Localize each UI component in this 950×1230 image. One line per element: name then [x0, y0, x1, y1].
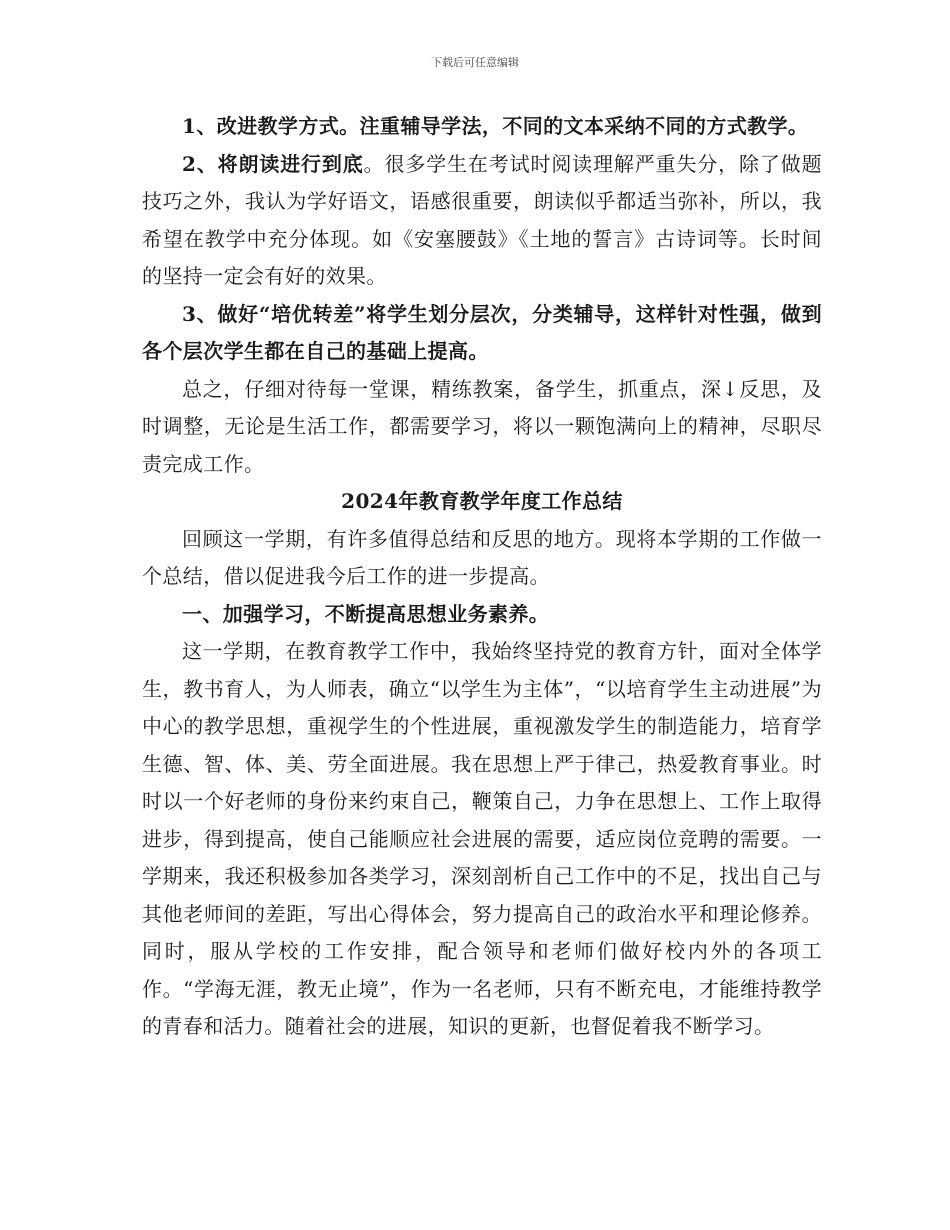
paragraph-reading-aloud [142, 146, 822, 296]
document-title: 2024年教育教学年度工作总结 [341, 489, 623, 513]
paragraph-intro: 回顾这一学期，有许多值得总结和反思的地方。现将本学期的工作做一个总结，借以促进我今后工作的进一步提高。 [142, 526, 822, 588]
paragraph-conclusion: 总之，仔细对待每一堂课，精练教案，备学生，抓重点，深↓反思，及时调整，无论是生活工作，都需要学习，将以一颗饱满向上的精神，尽职尽责完成工作。 [142, 376, 822, 476]
section-heading-study: 一、加强学习，不断提高思想业务素养。 [182, 601, 550, 626]
paragraph-tiered-tutoring: 3、做好“培优转差”将学生划分层次，分类辅导，这样针对性强，做到各个层次学生都在自己的基础上提高。 [142, 301, 822, 363]
paragraph-teaching-method: 1、改进教学方式。注重辅导学法，不同的文本采纳不同的方式教学。 [182, 114, 809, 138]
document-body [142, 108, 822, 1046]
paragraph-reading-aloud-body: 。很多学生在考试时阅读理解严重失分，除了做题技巧之外，我认为学好语文，语感很重要，朗读似乎都适当弥补，所以，我希望在教学中充分体现。如《安塞腰鼓》《土地的誓言》古诗词等。长时间的坚持一定会有好的效果。 [142, 151, 822, 288]
paragraph-reading-aloud-heading: 2、将朗读进行到底 [182, 151, 364, 176]
paragraph-study-body: 这一学期，在教育教学工作中，我始终坚持党的教育方针，面对全体学生，教书育人，为人师表，确立“以学生为主体”，“以培育学生主动进展”为中心的教学思想，重视学生的个性进展，重视激发学生的制造能力，培育学生德、智、体、美、劳全面进展。我在思想上严于律己，热爱教育事业。时时以一个好老师的身份来约束自己，鞭策自己，力争在思想上、工作上取得进步，得到提高，使自己能顺应社会进展的需要，适应岗位竞聘的需要。一学期来，我还积极参加各类学习，深刻剖析自己工作中的不足，找出自己与其他老师间的差距，写出心得体会，努力提高自己的政治水平和理论修养。同时，服从学校的工作安排，配合领导和老师们做好校内外的各项工作。“学海无涯，教无止境”，作为一名老师，只有不断充电，才能维持教学的青春和活力。随着社会的进展，知识的更新，也督促着我不断学习。 [142, 639, 822, 1038]
header-note: 下载后可任意编辑 [431, 56, 519, 69]
